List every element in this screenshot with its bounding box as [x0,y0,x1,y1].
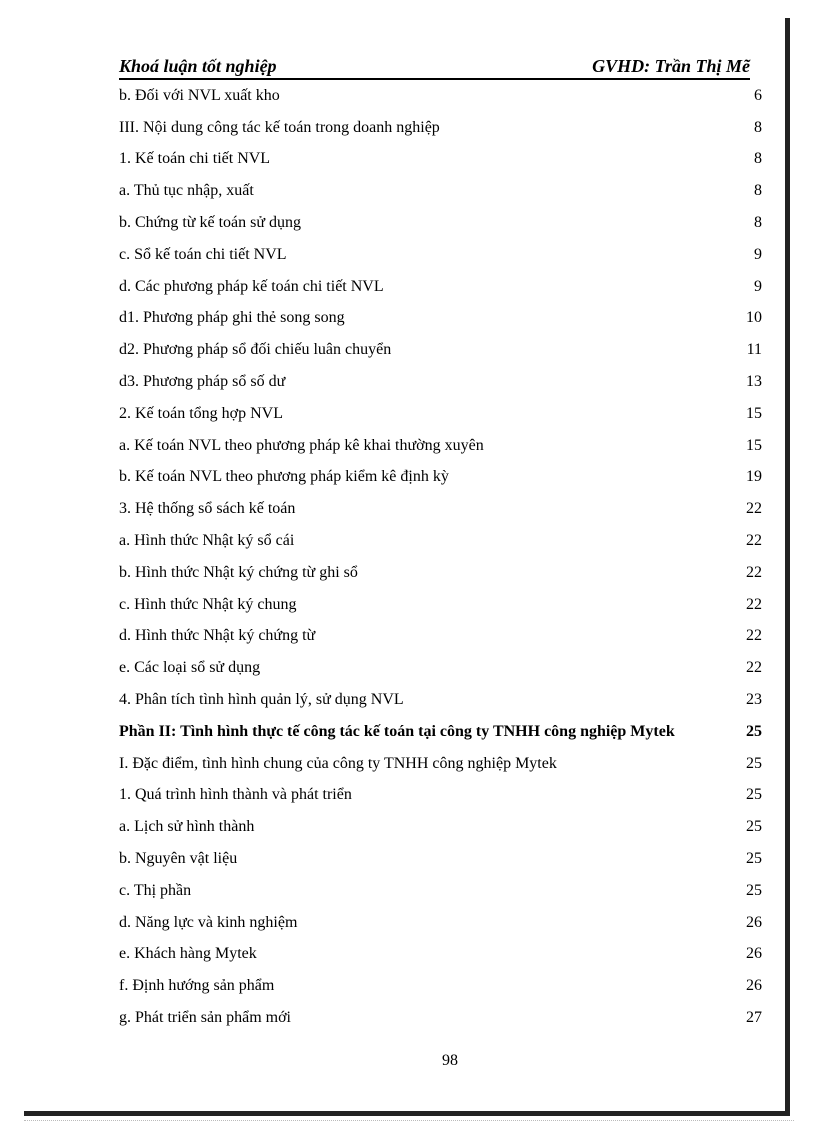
toc-entry-title: I. Đặc điểm, tình hình chung của công ty TNHH công nghiệp Mytek [119,754,557,772]
toc-entry-page: 27 [746,1009,762,1026]
toc-entry-title: b. Kế toán NVL theo phương pháp kiểm kê định kỳ [119,468,449,486]
toc-entry-title: b. Đối với NVL xuất kho [119,86,280,104]
toc-entry[interactable] [119,589,762,621]
table-of-contents [119,80,762,1034]
toc-entry-title: f. Định hướng sản phẩm [119,977,275,995]
toc-entry-title: b. Nguyên vật liệu [119,850,238,868]
toc-entry-page: 22 [746,500,762,518]
toc-entry[interactable] [119,557,762,589]
toc-entry-page: 25 [746,850,762,868]
toc-entry[interactable] [119,525,762,557]
toc-entry-page: 8 [754,214,762,232]
toc-entry-title: d. Hình thức Nhật ký chứng từ [119,627,316,645]
toc-entry-page: 25 [746,818,762,836]
header-advisor: GVHD: Trần Thị Mẽ [592,56,750,76]
toc-entry-page: 25 [746,722,762,740]
toc-entry-page: 25 [746,786,762,804]
toc-entry-page: 25 [746,881,762,899]
toc-entry-page: 23 [746,691,762,709]
toc-entry-title: 4. Phân tích tình hình quản lý, sử dụng NVL [119,691,404,709]
toc-entry-title: III. Nội dung công tác kế toán trong doanh nghiệp [119,118,440,136]
toc-entry-page: 22 [746,532,762,550]
toc-entry-page: 13 [746,373,762,391]
toc-entry-page: 19 [746,468,762,486]
toc-entry-title: a. Kế toán NVL theo phương pháp kê khai thường xuyên [119,436,484,454]
toc-entry-title: 1. Quá trình hình thành và phát triển [119,786,352,804]
toc-entry[interactable] [119,1002,762,1034]
toc-entry[interactable] [119,366,762,398]
toc-entry-page: 26 [746,977,762,995]
toc-entry-title: a. Lịch sử hình thành [119,818,255,836]
toc-entry-page: 22 [746,595,762,613]
page-header [119,52,750,80]
toc-entry[interactable] [119,207,762,239]
toc-entry[interactable] [119,684,762,716]
toc-entry-title: g. Phát triển sản phẩm mới [119,1009,291,1026]
toc-entry-page: 6 [754,86,762,104]
toc-entry[interactable] [119,939,762,971]
toc-entry-title: e. Các loại sổ sử dụng [119,659,261,677]
toc-entry[interactable] [119,875,762,907]
toc-entry-title: 2. Kế toán tổng hợp NVL [119,404,283,422]
toc-entry[interactable] [119,748,762,780]
bottom-divider [24,1120,794,1121]
toc-entry-page: 22 [746,659,762,677]
toc-entry-page: 10 [746,309,762,327]
toc-entry[interactable] [119,716,762,748]
toc-entry[interactable] [119,843,762,875]
toc-entry-page: 26 [746,913,762,931]
toc-entry[interactable] [119,80,762,112]
toc-entry-title: d2. Phương pháp sổ đối chiếu luân chuyển [119,341,392,359]
header-thesis-title: Khoá luận tốt nghiệp [119,56,277,76]
toc-entry-title: 1. Kế toán chi tiết NVL [119,150,271,168]
toc-entry[interactable] [119,175,762,207]
toc-entry-title: d3. Phương pháp sổ số dư [119,373,286,391]
toc-entry[interactable] [119,621,762,653]
toc-entry[interactable] [119,493,762,525]
toc-entry-title: b. Hình thức Nhật ký chứng từ ghi sổ [119,563,358,581]
toc-entry-page: 22 [746,563,762,581]
toc-entry-page: 15 [746,404,762,422]
toc-entry-title: Phần II: Tình hình thực tế công tác kế toán tại công ty TNHH công nghiệp Mytek [119,722,675,740]
toc-entry[interactable] [119,334,762,366]
toc-entry-page: 26 [746,945,762,963]
toc-entry[interactable] [119,430,762,462]
toc-entry-page: 8 [754,182,762,200]
toc-entry-page: 9 [754,277,762,295]
toc-entry[interactable] [119,398,762,430]
toc-entry-title: d. Các phương pháp kế toán chi tiết NVL [119,277,384,295]
toc-entry-title: e. Khách hàng Mytek [119,945,257,963]
toc-entry[interactable] [119,271,762,303]
toc-entry-title: a. Hình thức Nhật ký sổ cái [119,532,295,550]
toc-entry[interactable] [119,811,762,843]
toc-entry-title: c. Sổ kế toán chi tiết NVL [119,245,287,263]
toc-entry-title: d. Năng lực và kinh nghiệm [119,913,298,931]
toc-entry[interactable] [119,303,762,335]
toc-entry-page: 9 [754,245,762,263]
toc-entry[interactable] [119,239,762,271]
toc-entry-page: 11 [746,341,762,359]
toc-entry-title: c. Hình thức Nhật ký chung [119,595,297,613]
page-number: 98 [442,1052,458,1069]
toc-entry[interactable] [119,970,762,1002]
toc-entry-page: 8 [754,118,762,136]
toc-entry-title: 3. Hệ thống sổ sách kế toán [119,500,296,518]
toc-entry-title: b. Chứng từ kế toán sử dụng [119,214,302,232]
toc-entry-title: c. Thị phần [119,881,192,899]
toc-entry[interactable] [119,780,762,812]
toc-entry[interactable] [119,462,762,494]
toc-entry-page: 8 [754,150,762,168]
toc-entry[interactable] [119,112,762,144]
toc-entry[interactable] [119,144,762,176]
toc-entry[interactable] [119,652,762,684]
toc-entry[interactable] [119,907,762,939]
toc-entry-title: d1. Phương pháp ghi thẻ song song [119,309,345,327]
toc-entry-title: a. Thủ tục nhập, xuất [119,182,254,200]
toc-entry-page: 22 [746,627,762,645]
toc-entry-page: 15 [746,436,762,454]
toc-entry-page: 25 [746,754,762,772]
